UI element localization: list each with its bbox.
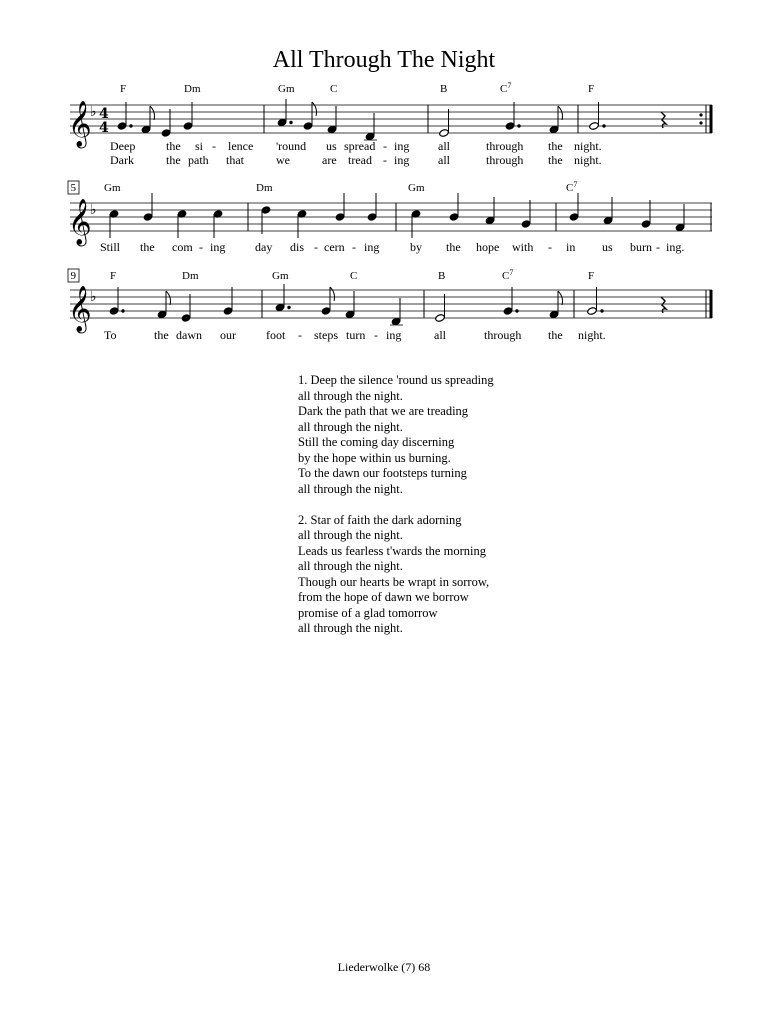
lyric-syllable: all [438, 153, 450, 167]
lyric-syllable: ing [394, 139, 410, 153]
verse-line: all through the night. [298, 528, 403, 542]
lyric-syllable: - [383, 153, 387, 167]
lyrics-line-1 [100, 240, 684, 254]
lyric-syllable: dawn [176, 328, 202, 342]
chord: Dm [182, 270, 199, 282]
lyric-syllable: night. [574, 153, 602, 167]
lyric-syllable: all [438, 139, 450, 153]
lyric-syllable: burn [630, 240, 652, 254]
lyric-syllable: ing [386, 328, 402, 342]
lyric-syllable: that [226, 153, 244, 167]
chord: Gm [272, 270, 289, 282]
lyric-syllable: the [548, 153, 563, 167]
verse-line: all through the night. [298, 621, 403, 635]
lyric-syllable: - [199, 240, 203, 254]
time-signature-upper: 4 [99, 106, 109, 122]
lyric-syllable: by [410, 240, 422, 254]
lyric-syllable: Dark [110, 153, 134, 167]
chord: $C^7$ [500, 81, 512, 95]
lyric-syllable: turn [346, 328, 366, 342]
chord: B [438, 270, 446, 282]
lyric-syllable: night. [578, 328, 606, 342]
chord: F [588, 83, 595, 95]
verse-line: all through the night. [298, 419, 403, 434]
verse-text [298, 373, 598, 652]
chord-symbols [104, 180, 577, 194]
lyric-syllable: in [566, 240, 576, 254]
verse-line: Leads us fearless t'wards the morning [298, 543, 486, 558]
verse-line: Still the coming day discerning [298, 435, 455, 449]
lyric-syllable: night. [574, 139, 602, 153]
sheet-music [0, 0, 768, 360]
lyric-syllable: foot [266, 328, 286, 342]
lyric-syllable: day [255, 240, 273, 254]
verse-line: all through the night. [298, 388, 403, 403]
verse-line: Dark the path that we are treading [298, 404, 469, 418]
lyric-syllable: the [548, 139, 563, 153]
lyric-syllable: spread [344, 139, 376, 153]
chord: C [350, 270, 358, 282]
chord: Gm [278, 83, 295, 95]
lyric-syllable: the [154, 328, 169, 342]
staff-lines [70, 203, 712, 231]
lyric-syllable: all [434, 328, 446, 342]
page-footer: Liederwolke (7) 68 [337, 960, 431, 974]
lyric-syllable: ing [394, 153, 410, 167]
lyric-syllable: com [172, 240, 193, 254]
lyric-syllable: tread [348, 153, 372, 167]
lyrics-line-2 [110, 153, 602, 167]
lyric-syllable: lence [228, 139, 254, 153]
verse-line: 2. Star of faith the dark adorning [298, 512, 462, 527]
chord: Gm [408, 182, 425, 194]
key-signature-flat: ♭ [90, 289, 97, 305]
chord: F [120, 83, 127, 95]
verse-line: promise of a glad tomorrow [298, 605, 438, 620]
lyrics-line-1 [110, 139, 602, 153]
key-signature-flat: ♭ [90, 202, 97, 218]
lyric-syllable: hope [476, 240, 500, 254]
verse-line: by the hope within us burning. [298, 450, 451, 465]
lyric-syllable: - [352, 240, 356, 254]
verse-line: Though our hearts be wrapt in sorrow, [298, 574, 490, 589]
lyric-syllable: dis [290, 240, 305, 254]
verse-line: To the dawn our footsteps turning [298, 466, 467, 480]
system-1 [68, 81, 712, 167]
measure-number: 5 [70, 182, 76, 194]
verse-line: 1. Deep the silence 'round us spreading [298, 373, 494, 387]
verse-line: all through the night. [298, 481, 403, 496]
lyric-syllable: cern [324, 240, 345, 254]
lyric-syllable: through [484, 328, 522, 342]
system-2 [68, 180, 712, 254]
chord: F [588, 270, 595, 282]
key-signature-flat: ♭ [90, 104, 97, 120]
lyric-syllable: - [383, 139, 387, 153]
lyric-syllable: - [548, 240, 552, 254]
time-signature-lower: 4 [99, 120, 109, 136]
verse-2 [298, 513, 598, 637]
lyric-syllable: through [486, 139, 524, 153]
lyric-syllable: the [548, 328, 563, 342]
verse-line: from the hope of dawn we borrow [298, 590, 469, 604]
verse-1 [298, 373, 598, 497]
chord: C [330, 83, 338, 95]
lyric-syllable: - [314, 240, 318, 254]
lyric-syllable: are [322, 153, 337, 167]
treble-clef: 𝄞 [68, 286, 92, 332]
lyric-syllable: we [276, 153, 290, 167]
lyric-syllable: us [602, 240, 613, 254]
lyric-syllable: - [298, 328, 302, 342]
lyric-syllable: ing [364, 240, 380, 254]
system-3 [68, 268, 712, 342]
lyric-syllable: with [512, 240, 534, 254]
chord: Gm [104, 182, 121, 194]
lyric-syllable: Still [100, 240, 121, 254]
staff-lines [70, 105, 712, 133]
chord: $C^7$ [502, 268, 514, 282]
lyric-syllable: path [188, 153, 209, 167]
lyric-syllable: - [212, 139, 216, 153]
lyric-syllable: through [486, 153, 524, 167]
lyric-syllable: - [656, 240, 660, 254]
lyric-syllable: the [166, 153, 181, 167]
song-title: All Through The Night [272, 47, 496, 73]
lyric-syllable: ing. [666, 240, 685, 254]
chord-symbols [110, 268, 594, 282]
lyric-syllable: ing [210, 240, 226, 254]
treble-clef: 𝄞 [68, 199, 92, 245]
lyrics-line-1 [104, 328, 606, 342]
chord: B [440, 83, 448, 95]
lyric-syllable: To [104, 328, 117, 342]
chord: Dm [184, 83, 201, 95]
chord: $C^7$ [566, 180, 578, 194]
verse-line: all through the night. [298, 559, 403, 573]
lyric-syllable: steps [314, 328, 338, 342]
lyric-syllable: our [220, 328, 236, 342]
lyric-syllable: si [195, 139, 204, 153]
measure-number: 9 [70, 270, 76, 282]
lyric-syllable: the [446, 240, 461, 254]
lyric-syllable: us [326, 139, 337, 153]
lyric-syllable: the [166, 139, 181, 153]
lyric-syllable: 'round [276, 139, 307, 153]
chord-symbols [120, 81, 594, 95]
treble-clef: 𝄞 [68, 101, 92, 147]
chord: F [110, 270, 117, 282]
lyric-syllable: - [374, 328, 378, 342]
lyric-syllable: Deep [110, 139, 136, 153]
lyric-syllable: the [140, 240, 155, 254]
chord: Dm [256, 182, 273, 194]
